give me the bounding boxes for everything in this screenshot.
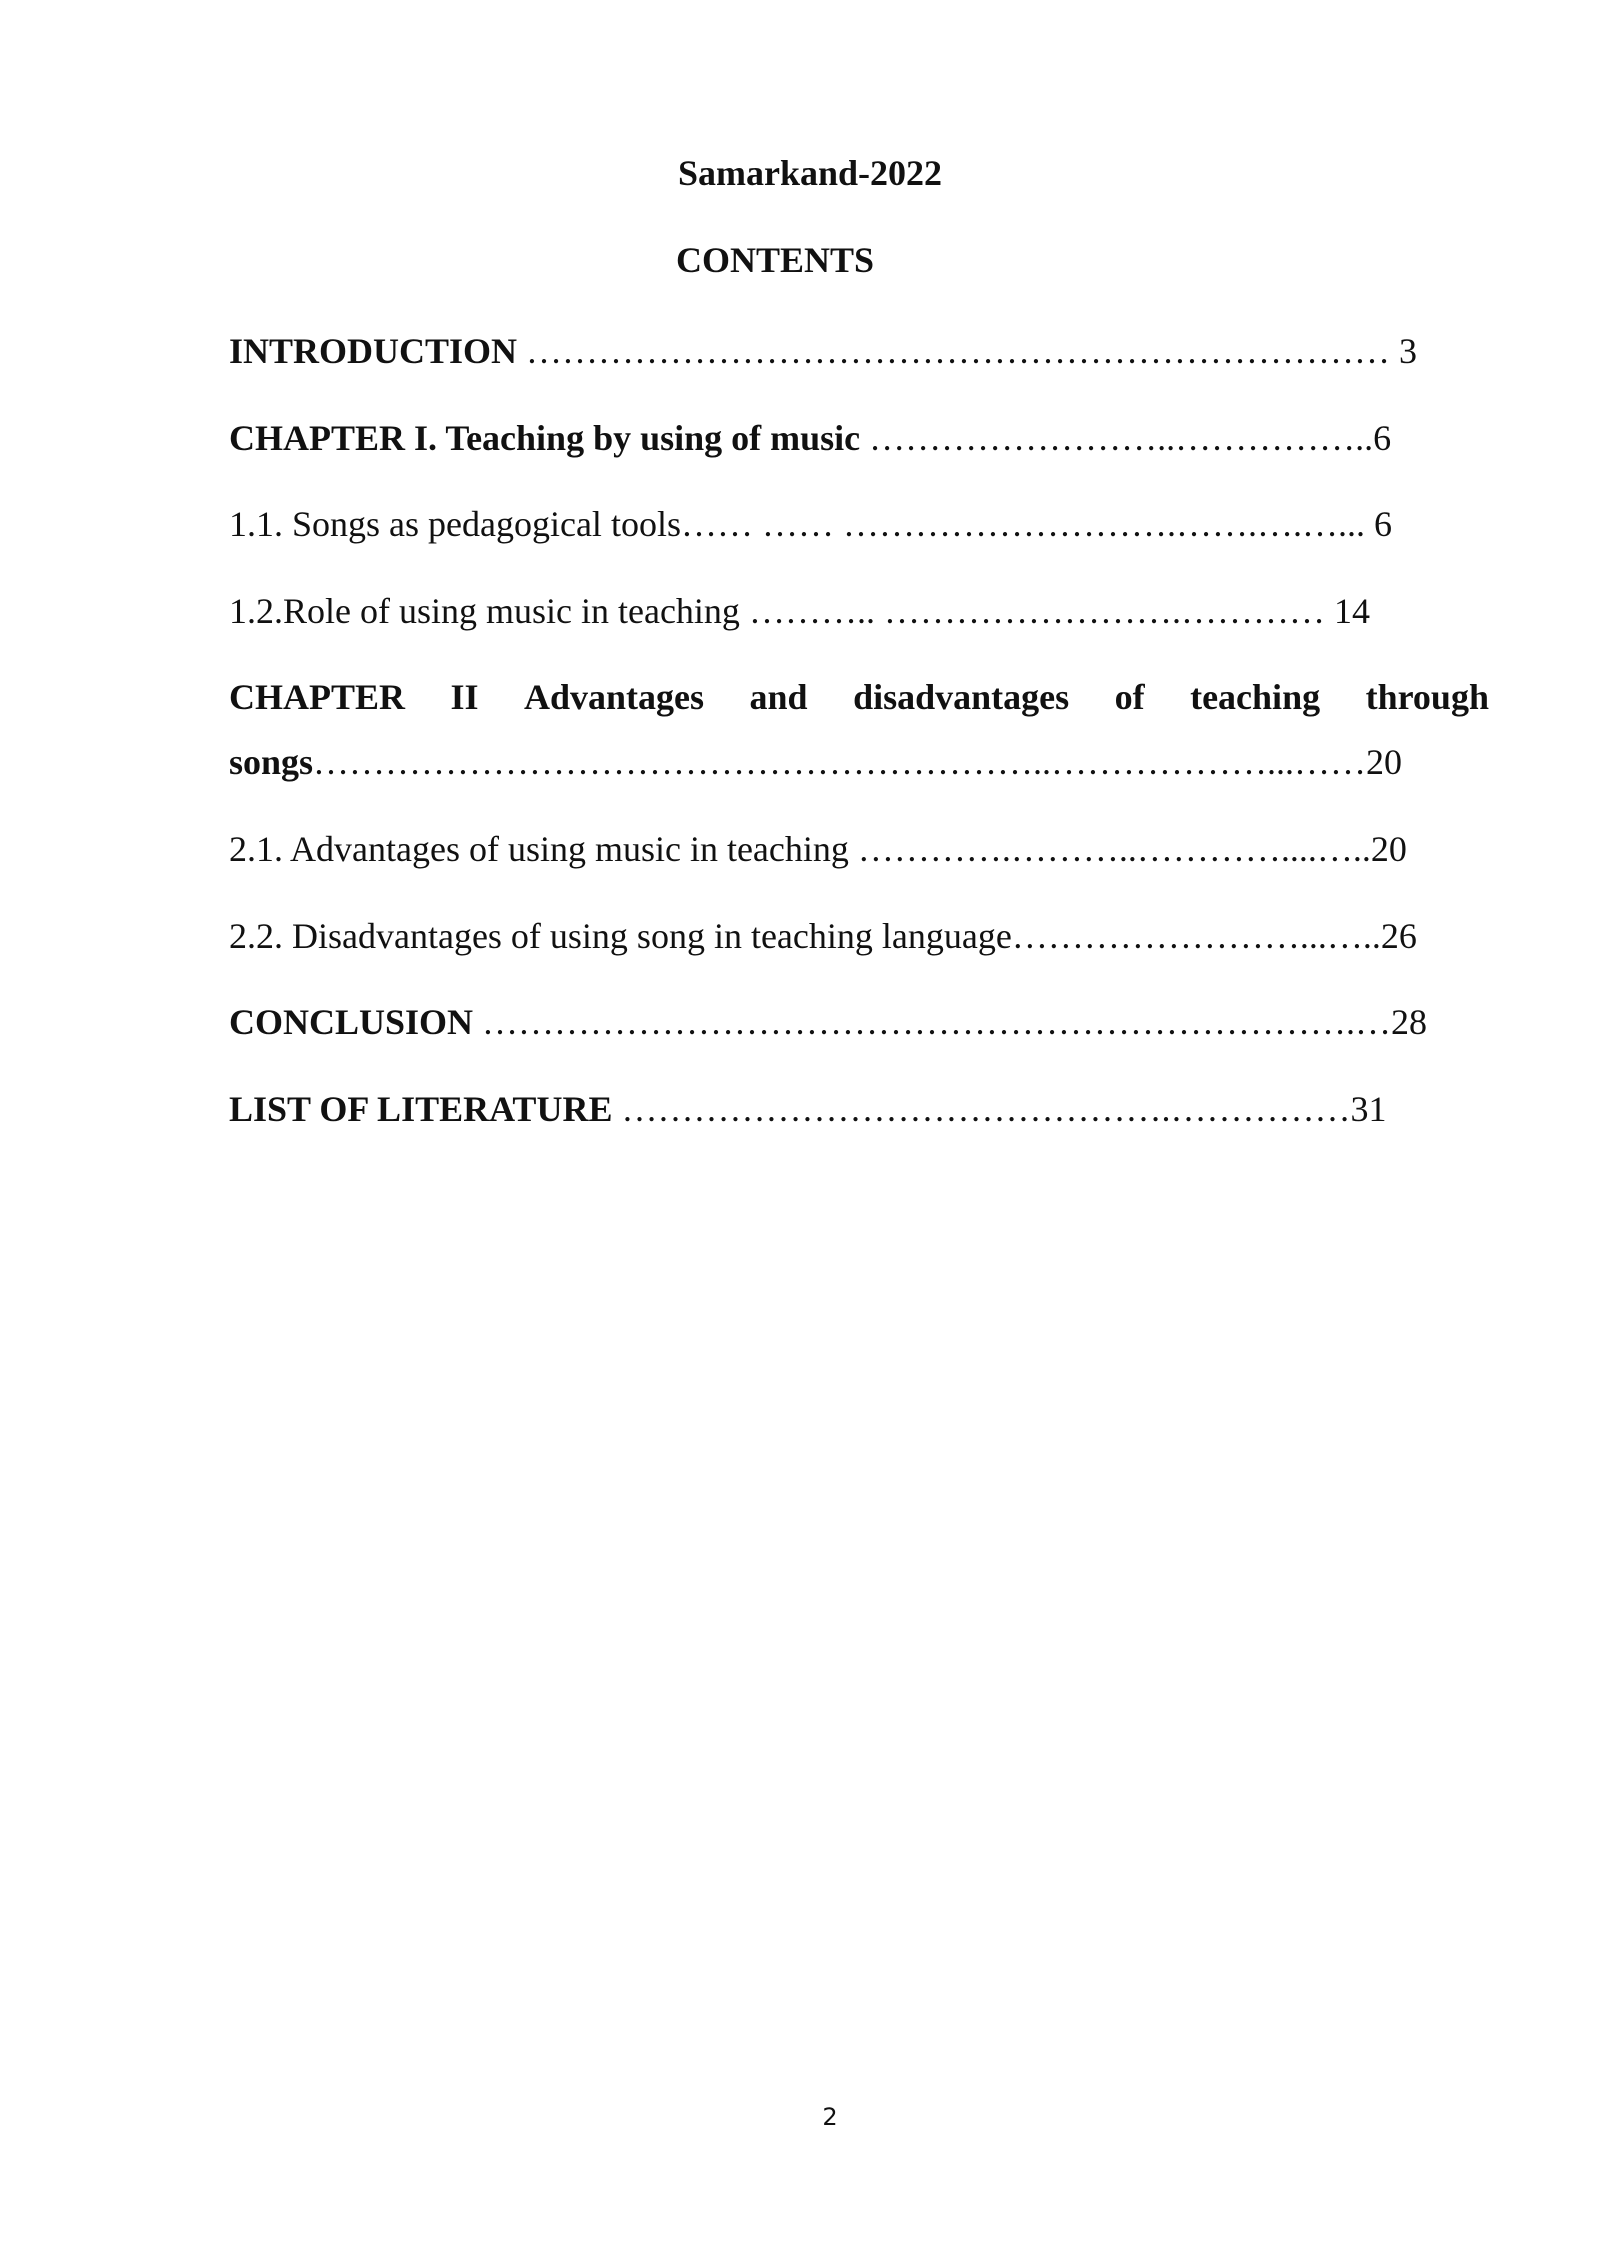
toc-page-number: 26 [1380, 916, 1417, 956]
toc-entry-label: 1.2.Role of using music in teaching [229, 591, 740, 631]
toc-page-number: 31 [1350, 1089, 1387, 1129]
toc-page-number: 20 [1370, 829, 1407, 869]
toc-leader-dots: ……….. …………………….………… [739, 591, 1334, 631]
toc-entry-label: 1.1. Songs as pedagogical tools [229, 504, 681, 544]
toc-word: II [450, 677, 479, 717]
city-year-heading: Samarkand-2022 [677, 153, 943, 193]
toc-word: of [1114, 677, 1145, 717]
toc-page-number: 6 [1373, 418, 1392, 458]
toc-word: through [1365, 677, 1489, 717]
toc-leader-dots: ……………………………………………………………… [517, 331, 1400, 371]
toc-entry-conclusion [229, 1000, 1489, 1044]
toc-entry-section-2-1 [229, 827, 1489, 871]
toc-entry-chapter-1 [229, 416, 1489, 460]
toc-entry-label-continued: songs [229, 742, 314, 782]
toc-entry-chapter-2 [229, 675, 1489, 784]
toc-entry-section-1-1 [229, 502, 1489, 546]
toc-leader-dots: ………….………..…………....….. [848, 829, 1371, 869]
toc-leader-dots: ……………………..…………….. [860, 418, 1374, 458]
toc-word: and [749, 677, 808, 717]
toc-entry-continuation [229, 740, 1489, 784]
toc-entry-section-2-2 [229, 914, 1489, 958]
toc-page-number: 6 [1373, 504, 1392, 544]
toc-word: disadvantages [853, 677, 1070, 717]
toc-leader-dots: ……………………………………………………..………………...…… [313, 742, 1367, 782]
toc-entry-introduction [229, 329, 1489, 373]
toc-leader-dots: ……………………………………….…………… [612, 1089, 1351, 1129]
toc-entry-label: CONCLUSION [229, 1002, 474, 1042]
contents-title: CONTENTS [675, 240, 875, 280]
toc-word: Advantages [524, 677, 705, 717]
toc-page-number: 28 [1391, 1002, 1428, 1042]
toc-entry-label: LIST OF LITERATURE [229, 1089, 613, 1129]
toc-leader-dots: ……………………...….. [1011, 916, 1381, 956]
toc-leader-dots: …… …… ……………………….…….….…... [680, 504, 1374, 544]
toc-entry-literature [229, 1087, 1489, 1131]
toc-page-number: 14 [1333, 591, 1370, 631]
toc-page-number: 20 [1366, 742, 1403, 782]
toc-entry-section-1-2 [229, 589, 1489, 633]
toc-word: teaching [1190, 677, 1321, 717]
toc-entry-label: 2.1. Advantages of using music in teaching [229, 829, 849, 869]
page-number: 2 [822, 2103, 838, 2131]
toc-word: CHAPTER [229, 677, 406, 717]
toc-entry-label: 2.2. Disadvantages of using song in teaching language [229, 916, 1012, 956]
toc-entry-label: CHAPTER I. Teaching by using of music [229, 418, 861, 458]
toc-leader-dots: ……………………………………………………………….… [473, 1002, 1392, 1042]
toc-entry-label: INTRODUCTION [229, 331, 518, 371]
toc-entry-label [229, 675, 1489, 719]
toc-page-number: 3 [1399, 331, 1418, 371]
